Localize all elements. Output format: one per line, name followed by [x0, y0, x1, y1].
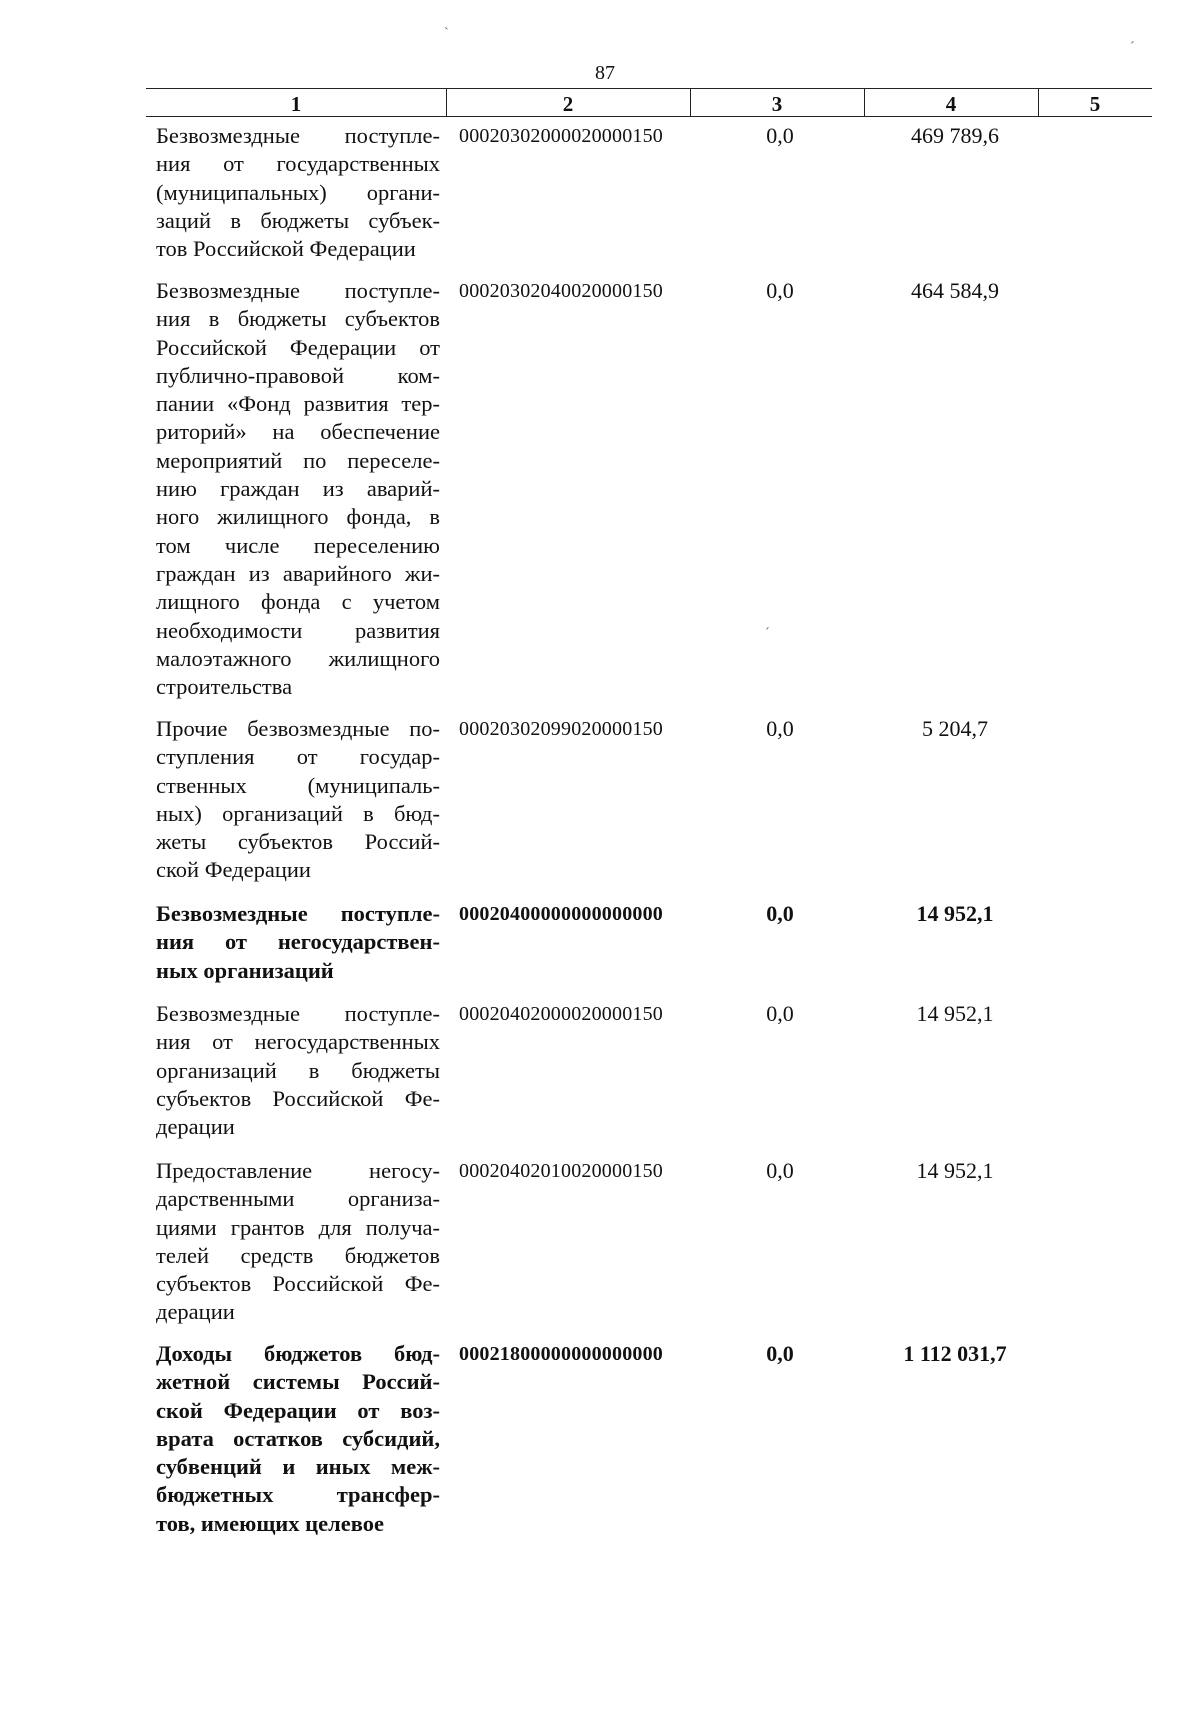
- row-2-code: 00020302040020000150: [459, 280, 663, 302]
- column-header-5: 5: [1089, 92, 1101, 116]
- row-1-name-line: (муниципальных) органи-: [156, 179, 440, 205]
- row-3-name-line: Прочие безвозмездные по-: [156, 716, 440, 741]
- row-2-col4: 464 584,9: [911, 278, 999, 303]
- row-2-col3: 0,0: [766, 278, 794, 303]
- row-1-name: [156, 122, 440, 263]
- row-6-name-line: циями грантов для получа-: [156, 1214, 440, 1240]
- row-4-col4: 14 952,1: [916, 901, 994, 926]
- column-header-1: 1: [290, 92, 302, 116]
- row-6-name-line: дерации: [156, 1299, 235, 1325]
- row-2-name-line: публично-правовой ком-: [156, 362, 440, 388]
- column-header-4: 4: [945, 92, 957, 116]
- row-5-name-line: субъектов Российской Фе-: [156, 1085, 440, 1111]
- row-2-name-line: граждан из аварийного жи-: [156, 560, 440, 586]
- row-1-col4: 469 789,6: [911, 123, 999, 148]
- header-bottom-border: [146, 116, 1152, 117]
- row-4-name-line: Безвозмездные поступле-: [156, 901, 440, 926]
- row-6-col3: 0,0: [766, 1158, 794, 1183]
- row-1-name-line: Безвозмездные поступле-: [156, 123, 440, 148]
- row-1-name-line: тов Российской Федерации: [156, 236, 416, 262]
- row-3-name-line: ственных (муниципаль-: [156, 772, 440, 798]
- column-header-3: 3: [771, 92, 783, 116]
- row-6-name: [156, 1157, 440, 1327]
- row-7-col3: 0,0: [766, 1341, 794, 1366]
- row-2-name-line: ного жилищного фонда, в: [156, 504, 440, 530]
- row-2-name-line: том числе переселению: [156, 532, 440, 558]
- row-4-name-line: ных организаций: [156, 957, 334, 983]
- row-7-name-line: Доходы бюджетов бюд-: [156, 1341, 440, 1366]
- row-5-name-line: дерации: [156, 1114, 235, 1140]
- row-2-name-line: пании «Фонд развития тер-: [156, 391, 440, 417]
- row-7-col4: 1 112 031,7: [903, 1341, 1007, 1366]
- row-7-name-line: бюджетных трансфер-: [156, 1482, 440, 1508]
- table-top-border: [146, 88, 1152, 89]
- row-2-name-line: необходимости развития: [156, 617, 440, 643]
- row-2-name: [156, 277, 440, 701]
- row-5-code: 00020402000020000150: [459, 1003, 663, 1025]
- row-7-name-line: врата остатков субсидий,: [156, 1425, 440, 1451]
- row-4-col3: 0,0: [766, 901, 794, 926]
- row-7-name: [156, 1340, 440, 1538]
- row-2-name-line: мероприятий по переселе-: [156, 447, 440, 473]
- row-3-name-line: ступления от государ-: [156, 744, 440, 770]
- row-4-code: 00020400000000000000: [459, 903, 663, 925]
- row-6-name-line: дарственными организа-: [156, 1186, 440, 1212]
- row-3-name: [156, 715, 440, 885]
- row-3-col3: 0,0: [766, 716, 794, 741]
- row-6-name-line: субъектов Российской Фе-: [156, 1271, 440, 1297]
- row-2-name-line: лищного фонда с учетом: [156, 589, 440, 615]
- page-number: 87: [595, 62, 615, 84]
- row-7-name-line: жетной системы Россий-: [156, 1369, 440, 1395]
- scan-speck: ˊ: [1130, 40, 1135, 55]
- row-6-col4: 14 952,1: [916, 1158, 994, 1183]
- row-6-name-line: телей средств бюджетов: [156, 1242, 440, 1268]
- row-7-code: 00021800000000000000: [459, 1343, 663, 1365]
- scan-speck: ˋ: [444, 26, 449, 41]
- row-6-code: 00020402010020000150: [459, 1160, 663, 1182]
- row-6-name-line: Предоставление негосу-: [156, 1158, 440, 1183]
- row-5-name-line: ния от негосударственных: [156, 1029, 440, 1055]
- row-5-col3: 0,0: [766, 1001, 794, 1026]
- row-1-code: 00020302000020000150: [459, 125, 663, 147]
- row-2-name-line: ния в бюджеты субъектов: [156, 306, 440, 332]
- row-2-name-line: риторий» на обеспечение: [156, 419, 440, 445]
- row-3-name-line: ской Федерации: [156, 857, 311, 883]
- row-4-name: [156, 900, 440, 985]
- row-3-name-line: ных) организаций в бюд-: [156, 800, 440, 826]
- row-1-name-line: заций в бюджеты субъек-: [156, 207, 440, 233]
- column-header-2: 2: [562, 92, 574, 116]
- row-3-code: 00020302099020000150: [459, 718, 663, 740]
- scan-speck: ˊ: [765, 626, 770, 641]
- row-2-name-line: Российской Федерации от: [156, 334, 440, 360]
- row-5-name-line: Безвозмездные поступле-: [156, 1001, 440, 1026]
- row-3-col4: 5 204,7: [922, 716, 988, 741]
- row-2-name-line: малоэтажного жилищного: [156, 645, 440, 671]
- row-2-name-line: нию граждан из аварий-: [156, 476, 440, 502]
- row-1-col3: 0,0: [766, 123, 794, 148]
- row-5-col4: 14 952,1: [916, 1001, 994, 1026]
- row-5-name: [156, 1000, 440, 1141]
- row-1-name-line: ния от государственных: [156, 151, 440, 177]
- row-3-name-line: жеты субъектов Россий-: [156, 829, 440, 855]
- row-5-name-line: организаций в бюджеты: [156, 1057, 440, 1083]
- row-7-name-line: тов, имеющих целевое: [156, 1510, 384, 1536]
- row-2-name-line: строительства: [156, 674, 293, 700]
- row-7-name-line: ской Федерации от воз-: [156, 1397, 440, 1423]
- row-7-name-line: субвенций и иных меж-: [156, 1454, 440, 1480]
- row-4-name-line: ния от негосударствен-: [156, 929, 440, 955]
- row-2-name-line: Безвозмездные поступле-: [156, 278, 440, 303]
